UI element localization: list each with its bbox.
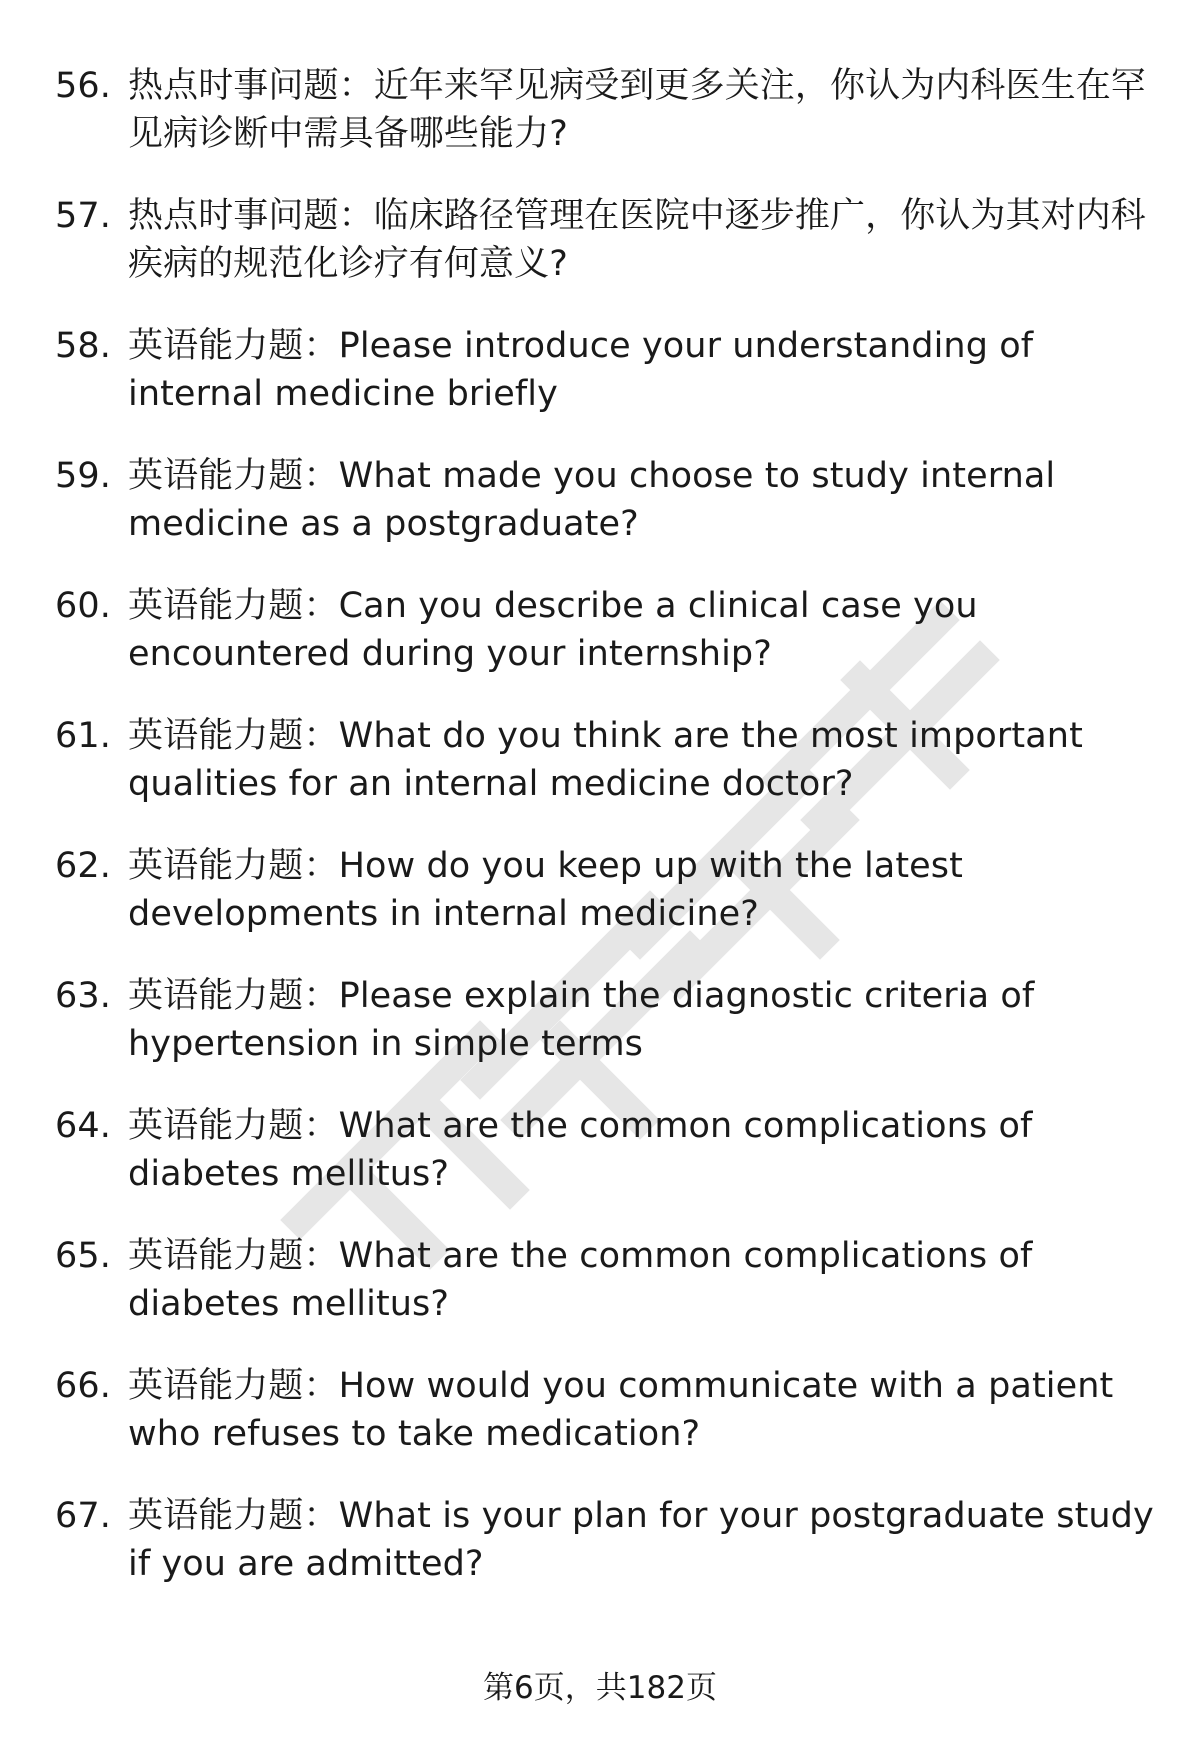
question-item-60	[55, 582, 1165, 678]
question-number: 62.	[55, 846, 111, 886]
question-number: 60.	[55, 586, 111, 626]
question-category: 英语能力题：	[128, 846, 339, 886]
question-text: How do you keep up with the latest developments in internal medicine?	[128, 846, 963, 934]
question-item-56	[55, 62, 1165, 158]
question-text: 临床路径管理在医院中逐步推广，你认为其对内科疾病的规范化诊疗有何意义?	[128, 196, 1146, 284]
question-body	[128, 1492, 1165, 1588]
question-number: 56.	[55, 66, 111, 106]
question-body	[128, 1232, 1165, 1328]
question-item-67	[55, 1492, 1165, 1588]
question-item-63	[55, 972, 1165, 1068]
question-number: 59.	[55, 456, 111, 496]
question-category: 英语能力题：	[128, 976, 339, 1016]
question-category: 英语能力题：	[128, 456, 339, 496]
question-body	[128, 452, 1165, 548]
question-body	[128, 712, 1165, 808]
question-text: Can you describe a clinical case you encountered during your internship?	[128, 586, 978, 674]
question-category: 热点时事问题：	[128, 66, 374, 106]
question-number: 64.	[55, 1106, 111, 1146]
question-body	[128, 322, 1165, 418]
question-item-65	[55, 1232, 1165, 1328]
question-number: 58.	[55, 326, 111, 366]
question-body	[128, 842, 1165, 938]
question-category: 英语能力题：	[128, 1366, 339, 1406]
question-text: What is your plan for your postgraduate study if you are admitted?	[128, 1496, 1154, 1584]
question-item-59	[55, 452, 1165, 548]
question-body	[128, 192, 1165, 288]
page-number-footer: 第6页，共182页	[483, 1670, 717, 1706]
question-category: 英语能力题：	[128, 1496, 339, 1536]
question-text: Please introduce your understanding of internal medicine briefly	[128, 326, 1034, 414]
question-item-64	[55, 1102, 1165, 1198]
question-text: What are the common complications of diabetes mellitus?	[128, 1106, 1033, 1194]
question-item-62	[55, 842, 1165, 938]
question-body	[128, 582, 1165, 678]
question-item-57	[55, 192, 1165, 288]
question-list	[55, 62, 1165, 1622]
question-item-66	[55, 1362, 1165, 1458]
question-category: 热点时事问题：	[128, 196, 374, 236]
question-body	[128, 1362, 1165, 1458]
question-category: 英语能力题：	[128, 586, 339, 626]
question-category: 英语能力题：	[128, 716, 339, 756]
question-number: 65.	[55, 1236, 111, 1276]
question-number: 67.	[55, 1496, 111, 1536]
question-item-58	[55, 322, 1165, 418]
question-item-61	[55, 712, 1165, 808]
question-number: 61.	[55, 716, 111, 756]
question-category: 英语能力题：	[128, 1106, 339, 1146]
question-category: 英语能力题：	[128, 326, 339, 366]
question-number: 63.	[55, 976, 111, 1016]
question-number: 57.	[55, 196, 111, 236]
question-text: What do you think are the most important qualities for an internal medicine doctor?	[128, 716, 1083, 804]
question-text: How would you communicate with a patient who refuses to take medication?	[128, 1366, 1114, 1454]
question-body	[128, 62, 1165, 158]
question-body	[128, 1102, 1165, 1198]
question-text: What are the common complications of diabetes mellitus?	[128, 1236, 1033, 1324]
question-text: Please explain the diagnostic criteria of hypertension in simple terms	[128, 976, 1035, 1064]
question-number: 66.	[55, 1366, 111, 1406]
question-body	[128, 972, 1165, 1068]
question-text: 近年来罕见病受到更多关注，你认为内科医生在罕见病诊断中需具备哪些能力?	[128, 66, 1146, 154]
question-category: 英语能力题：	[128, 1236, 339, 1276]
question-text: What made you choose to study internal medicine as a postgraduate?	[128, 456, 1056, 544]
